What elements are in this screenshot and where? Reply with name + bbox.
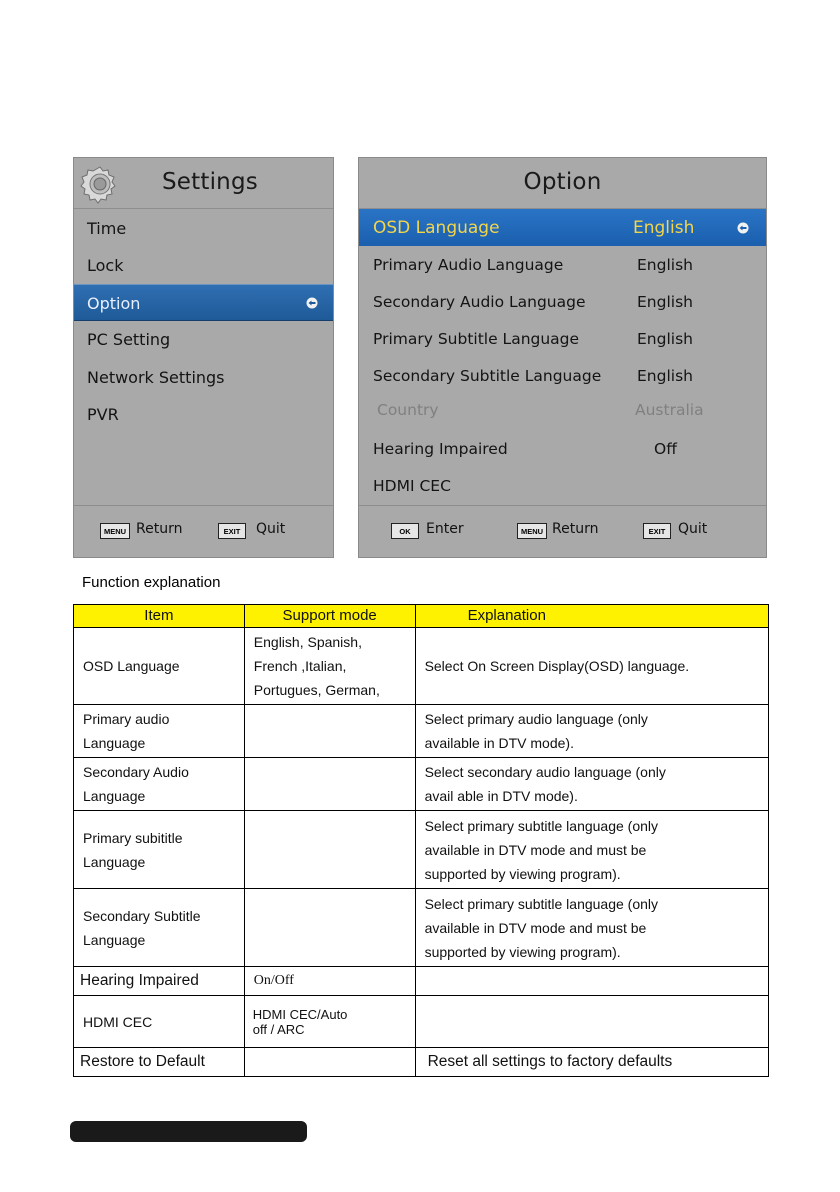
item-cell: OSD Language (74, 628, 245, 705)
explanation-line: avail able in DTV mode). (424, 788, 578, 804)
explanation-cell (415, 811, 768, 889)
menu-item-pc-setting[interactable] (74, 321, 333, 358)
menu-item-lock[interactable] (74, 247, 333, 284)
explanation-cell (415, 758, 768, 811)
support-line: Portugues, German, (253, 682, 380, 698)
item-line: Secondary Subtitle (83, 907, 201, 924)
item-cell (74, 889, 245, 967)
option-label: Hearing Impaired (373, 440, 508, 458)
quit-hint: Quit (256, 521, 286, 537)
menu-item-pvr[interactable] (74, 396, 333, 433)
table-header-row (74, 605, 769, 628)
item-cell (74, 705, 245, 758)
table-row (74, 996, 769, 1048)
option-value: English (637, 367, 693, 385)
left-arrow-icon (306, 297, 318, 309)
support-cell (244, 996, 415, 1048)
option-row-osd-language[interactable] (359, 209, 766, 246)
settings-footer (74, 505, 333, 557)
item-line: Secondary Audio (83, 764, 189, 780)
explanation-line: Select primary audio language (only (424, 711, 648, 727)
explanation-cell (415, 705, 768, 758)
menu-item-label: PC Setting (87, 330, 171, 349)
menu-item-label: Network Settings (87, 368, 225, 387)
option-row-hdmi-cec[interactable] (359, 468, 766, 505)
support-line: HDMI CEC/Auto (252, 1006, 348, 1022)
table-row (74, 1048, 769, 1077)
settings-title: Settings (162, 169, 258, 195)
option-title: Option (523, 169, 602, 195)
item-line: Language (83, 788, 146, 804)
option-row-primary-audio-language[interactable] (359, 247, 766, 284)
explanation-cell (415, 996, 768, 1048)
menu-item-label: Time (87, 219, 127, 238)
return-hint: Return (552, 521, 599, 537)
menu-key-icon: MENU (517, 523, 547, 539)
left-arrow-icon (737, 222, 749, 234)
option-value: Off (654, 440, 677, 458)
explanation-line: available in DTV mode and must be (424, 919, 647, 936)
quit-hint: Quit (678, 521, 708, 537)
item-line: Primary audio (83, 711, 170, 727)
table-row (74, 889, 769, 967)
menu-item-label: Lock (87, 256, 124, 275)
option-label: Secondary Subtitle Language (373, 367, 602, 385)
option-label: OSD Language (373, 218, 500, 238)
column-header-explanation: Explanation (415, 605, 768, 628)
settings-menu-panel (73, 157, 334, 558)
return-hint: Return (136, 521, 183, 537)
exit-key-icon: EXIT (218, 523, 246, 539)
table-row (74, 758, 769, 811)
explanation-line: Select primary subtitle language (only (424, 895, 659, 912)
menu-item-time[interactable] (74, 210, 333, 247)
support-cell: On/Off (244, 967, 415, 996)
option-label: Primary Audio Language (373, 256, 564, 274)
support-line: English, Spanish, (253, 634, 362, 650)
option-value: English (637, 293, 693, 311)
option-row-primary-subtitle-language[interactable] (359, 321, 766, 358)
item-line: Primary subititle (83, 829, 183, 846)
function-explanation-caption: Function explanation (82, 574, 221, 591)
explanation-line: supported by viewing program). (424, 865, 621, 882)
settings-header (74, 158, 333, 209)
option-label: Country (377, 401, 439, 419)
enter-hint: Enter (426, 521, 464, 537)
option-label: Secondary Audio Language (373, 293, 586, 311)
support-cell (244, 705, 415, 758)
option-label: Primary Subtitle Language (373, 330, 580, 348)
option-value: English (637, 330, 693, 348)
ok-key-icon: OK (391, 523, 419, 539)
explanation-line: available in DTV mode). (424, 735, 574, 751)
explanation-cell: Reset all settings to factory defaults (415, 1048, 768, 1077)
menu-key-icon: MENU (100, 523, 130, 539)
option-value: English (633, 218, 695, 238)
support-cell (244, 628, 415, 705)
option-row-secondary-audio-language[interactable] (359, 284, 766, 321)
explanation-line: supported by viewing program). (424, 943, 621, 960)
table-row (74, 628, 769, 705)
explanation-line: Select secondary audio language (only (424, 764, 666, 780)
option-value: Australia (635, 401, 704, 419)
support-cell (244, 758, 415, 811)
support-line: French ,Italian, (253, 658, 347, 674)
option-footer (359, 505, 766, 557)
option-header (359, 158, 766, 209)
item-line: Language (83, 931, 146, 948)
explanation-cell (415, 889, 768, 967)
support-line: off / ARC (252, 1021, 305, 1037)
option-row-secondary-subtitle-language[interactable] (359, 358, 766, 395)
function-explanation-table (73, 604, 769, 1077)
exit-key-icon: EXIT (643, 523, 671, 539)
explanation-cell (415, 967, 768, 996)
menu-item-label: Option (87, 294, 141, 313)
option-row-country (359, 392, 766, 429)
item-cell: Restore to Default (74, 1048, 245, 1077)
item-cell (74, 811, 245, 889)
item-cell: Hearing Impaired (74, 967, 245, 996)
menu-item-label: PVR (87, 405, 119, 424)
table-row (74, 705, 769, 758)
option-menu-panel (358, 157, 767, 558)
gear-icon (80, 164, 120, 204)
explanation-cell: Select On Screen Display(OSD) language. (415, 628, 768, 705)
column-header-support-mode: Support mode (244, 605, 415, 628)
support-cell (244, 811, 415, 889)
explanation-line: available in DTV mode and must be (424, 841, 647, 858)
item-line: Language (83, 853, 146, 870)
table-row (74, 967, 769, 996)
page-footer-bar (70, 1121, 307, 1142)
item-cell (74, 758, 245, 811)
option-row-hearing-impaired[interactable] (359, 431, 766, 468)
support-cell (244, 889, 415, 967)
explanation-line: Select primary subtitle language (only (424, 817, 659, 834)
support-cell (244, 1048, 415, 1077)
menu-item-network-settings[interactable] (74, 359, 333, 396)
item-cell: HDMI CEC (74, 996, 245, 1048)
menu-item-option[interactable] (74, 284, 333, 321)
option-value: English (637, 256, 693, 274)
column-header-item: Item (74, 605, 245, 628)
option-label: HDMI CEC (373, 477, 451, 495)
item-line: Language (83, 735, 146, 751)
table-row (74, 811, 769, 889)
